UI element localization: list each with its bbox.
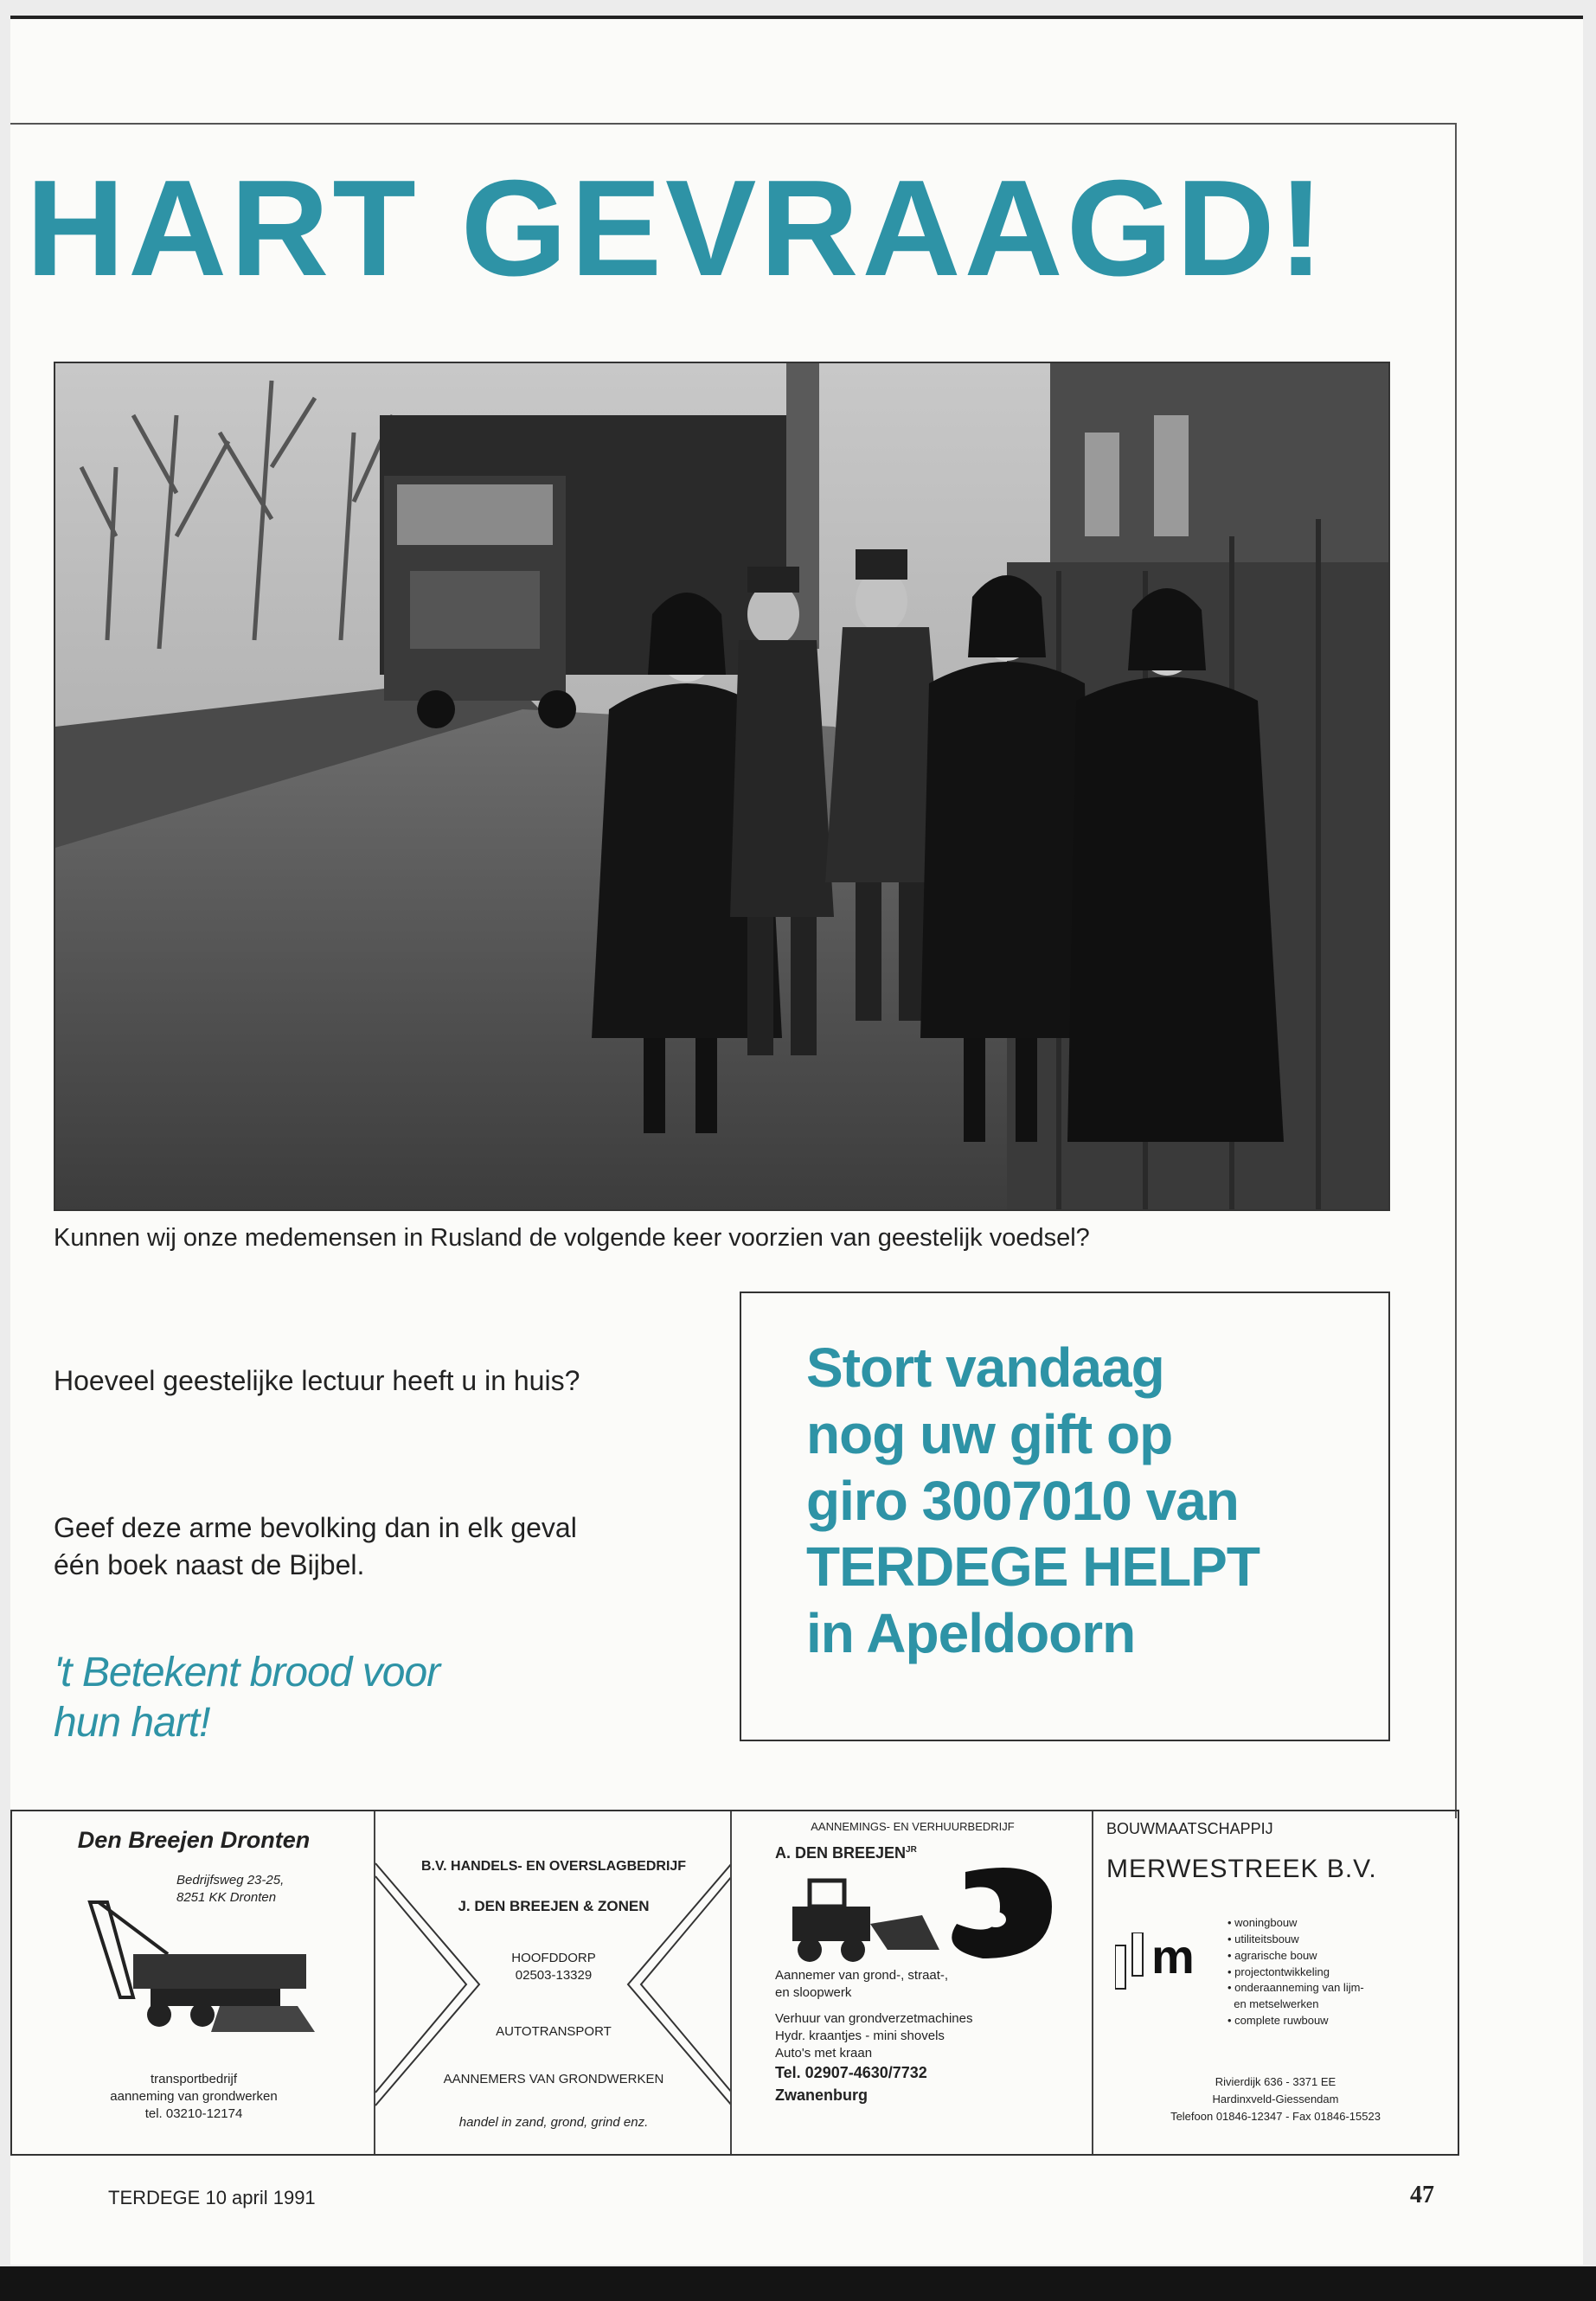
ad3-header: AANNEMINGS- EN VERHUURBEDRIJF — [811, 1820, 1015, 1833]
ad3-name-text: A. DEN BREEJEN — [775, 1844, 907, 1862]
ad1-address-line1: Bedrijfsweg 23-25, — [176, 1873, 285, 1888]
service-label: projectontwikkeling — [1234, 1965, 1330, 1978]
advertisement-strip — [10, 1810, 1459, 2156]
ad-den-breejen-dronten — [12, 1811, 375, 2154]
service-item: • agrarische bouw — [1227, 1948, 1317, 1962]
tagline — [54, 1648, 607, 1747]
scan-edge — [0, 2266, 1596, 2301]
ad1-address-line2: 8251 KK Dronten — [176, 1890, 277, 1905]
service-item — [1227, 1997, 1364, 2013]
crane-truck-icon — [73, 1894, 332, 2032]
ad2-title: B.V. HANDELS- EN OVERSLAGBEDRIJF — [420, 1859, 687, 1874]
ad2-service2: AANNEMERS VAN GRONDWERKEN — [443, 2072, 664, 2086]
service-label: woningbouw — [1234, 1916, 1298, 1929]
ad2-goods: handel in zand, grond, grind enz. — [458, 2115, 649, 2130]
ad3-line3: Verhuur van grondverzetmachines — [775, 2011, 973, 2026]
ad-handels-overslagbedrijf — [375, 1811, 732, 2154]
tagline-line1: 't Betekent brood voor — [54, 1650, 440, 1695]
ad3-line5: Auto's met kraan — [775, 2046, 873, 2061]
ad4-services — [1227, 1915, 1364, 2029]
service-item: • woningbouw — [1227, 1916, 1298, 1929]
headline: HART GEVRAAGD! — [26, 152, 1328, 304]
ad3-line1: Aannemer van grond-, straat-, — [775, 1968, 949, 1983]
request-text: Geef deze arme bevolking dan in elk geval één boek naast de Bijbel. — [54, 1512, 577, 1581]
logo-letter: m — [1151, 1929, 1195, 1984]
ad3-name-suffix: JR — [906, 1845, 917, 1855]
donation-appeal-box — [740, 1292, 1390, 1741]
appeal-line: TERDEGE HELPT — [806, 1535, 1259, 1599]
appeal-line-giro: giro 3007010 van — [806, 1469, 1239, 1532]
ad3-line2: en sloopwerk — [775, 1985, 852, 2000]
photo-illustration — [55, 363, 1390, 1211]
ad1-line1: transportbedrijf — [150, 2072, 238, 2086]
appeal-line: Stort vandaag — [806, 1336, 1164, 1399]
ad-a-den-breejen — [732, 1811, 1093, 2154]
service-label: complete ruwbouw — [1234, 2014, 1329, 2028]
service-item: • projectontwikkeling — [1227, 1965, 1330, 1978]
ad-merwestreek — [1093, 1811, 1458, 2154]
ad4-header: BOUWMAATSCHAPPIJ — [1106, 1820, 1273, 1837]
ad4-address1: Rivierdijk 636 - 3371 EE — [1215, 2075, 1336, 2088]
donation-appeal-text — [806, 1335, 1377, 1667]
footer-publication: TERDEGE 10 april 1991 — [108, 2187, 316, 2208]
service-label: onderaanneming van lijm- — [1234, 1981, 1364, 1995]
ad1-line2: aanneming van grondwerken — [110, 2089, 278, 2104]
ad2-phone: 02503-13329 — [515, 1968, 593, 1983]
service-label: agrarische bouw — [1234, 1948, 1317, 1962]
appeal-line: in Apeldoorn — [806, 1602, 1136, 1665]
ad1-phone: tel. 03210-12174 — [144, 2106, 243, 2121]
ad4-name: MERWESTREEK B.V. — [1106, 1855, 1377, 1883]
ad4-address2: Hardinxveld-Giessendam — [1212, 2093, 1339, 2106]
service-item: • utiliteitsbouw — [1227, 1932, 1299, 1945]
tagline-line2: hun hart! — [54, 1699, 210, 1746]
service-item: • complete ruwbouw — [1227, 2014, 1329, 2028]
ad2-service1: AUTOTRANSPORT — [496, 2024, 612, 2039]
photo-caption: Kunnen wij onze medemensen in Rusland de volgende keer voorzien van geestelijk voedsel? — [54, 1224, 1090, 1252]
question-text: Hoeveel geestelijke lectuur heeft u in huis? — [54, 1365, 580, 1396]
ad2-subtitle: J. DEN BREEJEN & ZONEN — [458, 1898, 650, 1914]
ad3-phone: Tel. 02907-4630/7732 — [775, 2064, 927, 2081]
ad2-place: HOOFDDORP — [511, 1951, 596, 1965]
ad3-place: Zwanenburg — [775, 2086, 868, 2104]
page-number: 47 — [1410, 2182, 1434, 2208]
excavator-logo-icon — [792, 1855, 1069, 1967]
service-label: utiliteitsbouw — [1234, 1932, 1299, 1945]
service-item: • onderaanneming van lijm- — [1227, 1981, 1364, 1995]
service-label: en metselwerken — [1234, 1997, 1319, 2011]
photo-russian-villagers — [54, 362, 1390, 1211]
appeal-line: nog uw gift op — [806, 1402, 1173, 1465]
merwestreek-logo — [1115, 1929, 1219, 1993]
ad4-phone: Telefoon 01846-12347 - Fax 01846-15523 — [1170, 2110, 1381, 2123]
ad3-line4: Hydr. kraantjes - mini shovels — [775, 2029, 945, 2043]
ad1-name: Den Breejen Dronten — [77, 1827, 311, 1853]
